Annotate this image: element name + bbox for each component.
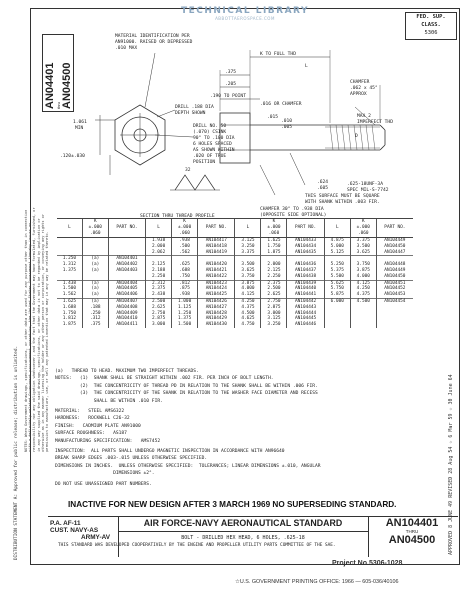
table-cell: 3.125 [261, 316, 287, 322]
label-624-2: .605 [317, 186, 329, 191]
table-cell: 6.000 [324, 298, 350, 304]
table-cell: .562 [172, 250, 198, 256]
table-cell: 3.625 [235, 268, 261, 274]
part-number-table-wrap [57, 218, 413, 328]
table-cell: AN104425 [198, 292, 235, 298]
note-line: SHALL BE WITHIN .010 FIR. [55, 398, 163, 404]
label-32: 32 [185, 168, 191, 173]
table-cell: .688 [172, 268, 198, 274]
side-notice-block: NOTES: When Government drawings, specifications, or other data are used for any purpose other than in connection with a definitely related Government procurement operation, the United States Government thereby incurs no responsibility nor any obligation whatsoever; and the fact that the Government may have formulated, furnished, or in any way supplied the said drawings, specifications, or other data is not to be regarded by implication or otherwise as in any manner licensing the holder or any other person or corporation, or conveying any rights or permission to manufacture, use, or sell any patented invention that may in any way be related thereto. [24, 207, 50, 452]
developed-note: THIS STANDARD WAS DEVELOPED COOPERATIVELY BY THE ENGINE AND PROPELLER UTILITY PARTS COMMITTEE OF THE SAE. [58, 543, 336, 548]
table-cell: 2.125 [146, 262, 172, 268]
table-cell: AN104441 [287, 292, 324, 298]
table-cell: AN104422 [198, 274, 235, 280]
label-375: .375 [225, 70, 237, 75]
table-header-k: K ±.000 .060 [82, 219, 108, 238]
table-header-l: L [146, 219, 172, 238]
table-cell: 4.500 [235, 311, 261, 317]
table-cell: 3.750 [235, 274, 261, 280]
table-cell: (a) [82, 292, 108, 298]
table-cell: .250 [82, 311, 108, 317]
watermark-sub: ABBOTTAEROSPACE.COM [215, 16, 275, 21]
table-cell: 4.250 [350, 286, 376, 292]
label-120: .120±.030 [60, 154, 85, 159]
table-cell: AN104402 [108, 262, 145, 268]
part-description: BOLT - DRILLED HEX HEAD, 6 HOLES, .625-18 [181, 535, 305, 541]
label-l: L [305, 64, 308, 69]
table-cell: 2.750 [146, 311, 172, 317]
table-cell: AN104423 [198, 280, 235, 286]
part-number-table [57, 218, 413, 328]
table-cell: 3.250 [261, 322, 287, 328]
table-cell: 3.375 [350, 238, 376, 244]
pa-line: P.A. AF-11 [50, 520, 81, 527]
table-cell: 5.500 [324, 274, 350, 280]
table-cell: 1.312 [62, 262, 76, 268]
label-drill50-3: 90° TO .100 DIA [193, 136, 235, 141]
label-010-2: .005 [281, 125, 293, 130]
table-cell: AN104433 [287, 238, 324, 244]
table-cell: AN104452 [376, 286, 413, 292]
table-cell: AN104443 [287, 305, 324, 311]
table-cell: AN104447 [376, 250, 413, 256]
table-cell: 5.250 [324, 262, 350, 268]
fed-supply-label: FED. SUP. CLASS. [416, 14, 446, 28]
inactive-notice: INACTIVE FOR NEW DESIGN AFTER 3 MARCH 1969 NO SUPERSEDING STANDARD. [68, 500, 397, 509]
label-surface-1: THIS SURFACE MUST BE SQUARE [305, 194, 380, 199]
table-cell: AN104424 [198, 286, 235, 292]
table-cell [324, 322, 350, 328]
table-row [57, 322, 413, 328]
table-cell: 3.500 [350, 244, 376, 250]
label-drill50-4: 6 HOLES SPACED [193, 142, 232, 147]
label-d: D [355, 134, 358, 139]
note-line: (2) THE CONCENTRICITY OF THREAD PD IN RELATION TO THE SHANK SHALL BE WITHIN .006 FIR. [55, 383, 318, 389]
table-cell: 5.125 [324, 250, 350, 256]
table-cell: AN104430 [198, 322, 235, 328]
note-line: BREAK SHARP EDGES .003-.015 UNLESS OTHERWISE SPECIFIED. [55, 456, 208, 462]
table-cell: 1.562 [62, 292, 76, 298]
thread-profile [175, 175, 215, 190]
label-drill-depth-1: DRILL .188 DIA [175, 105, 214, 110]
approval-revision-dates: APPROVED 8 JUNE 49 REVISED 28 Aug 54 ☆ 6 Mar 59 ☆ 30 June 64 [448, 374, 454, 555]
table-cell: 2.500 [146, 298, 172, 304]
note-line: FINISH: CADMIUM PLATE AN91000 [55, 423, 141, 429]
label-max2-2: IMPERFECT THD [357, 120, 393, 125]
label-thread-1: .625-18UNF-3A [347, 182, 383, 187]
label-surface-2: WITH SHANK WITHIN .003 FIR. [305, 200, 380, 205]
table-cell: (a) [82, 286, 108, 292]
watermark [175, 6, 315, 21]
table-cell: AN104438 [287, 274, 324, 280]
table-cell: .938 [172, 292, 198, 298]
table-cell: AN104427 [198, 305, 235, 311]
standard-title: AIR FORCE-NAVY AERONAUTICAL STANDARD [143, 518, 343, 528]
table-cell: 2.250 [261, 274, 287, 280]
project-number: Project No.5306-1028 [332, 560, 403, 567]
table-cell: 1.000 [172, 298, 198, 304]
note-line: NOTES: (1) SHANK SHALL BE STRAIGHT WITHIN .002 FIR. PER INCH OF BOLT LENGTH. [55, 376, 274, 382]
table-header-l: L [324, 219, 350, 238]
label-drill50-7: POSITION [193, 160, 216, 165]
label-material-id-3: .010 MAX [115, 46, 138, 51]
table-cell: 1.938 [146, 238, 172, 244]
table-cell: 2.500 [261, 286, 287, 292]
label-drill50-2: (.070) CSINK [193, 130, 227, 135]
table-header-l: L [57, 219, 82, 238]
table-cell: AN104435 [287, 250, 324, 256]
table-cell: AN104418 [198, 244, 235, 250]
table-cell: 1.250 [57, 256, 82, 262]
bolt-drawing [55, 25, 405, 220]
note-line: SURFACE ROUGHNESS: AS187 [55, 431, 127, 437]
table-cell: AN104429 [198, 316, 235, 322]
table-cell: 2.375 [146, 286, 172, 292]
table-cell: AN104437 [287, 268, 324, 274]
table-cell: 2.625 [261, 292, 287, 298]
table-header-k: K ±.000 .060 [261, 219, 287, 238]
table-cell: 5.875 [324, 292, 350, 298]
table-cell: 5.625 [324, 280, 350, 286]
label-016: .016 OR CHAMFER [260, 102, 302, 107]
label-1061-2: MIN [75, 126, 84, 131]
table-cell: 1.750 [261, 244, 287, 250]
table-cell: AN104401 [108, 256, 145, 262]
label-drill50-6: .020 OF TRUE [193, 154, 227, 159]
label-k-full-thd: K TO FULL THD [260, 52, 296, 57]
table-cell: 4.125 [235, 292, 261, 298]
table-cell: 4.250 [235, 298, 261, 304]
label-chamfer-bot-1: CHAMFER 30° TO .938 DIA [260, 207, 324, 212]
label-624-1: .624 [317, 180, 329, 185]
table-cell [376, 322, 413, 328]
table-cell: AN104426 [198, 298, 235, 304]
note-line: DIMENSIONS ±2°. [55, 471, 155, 477]
table-cell: AN104446 [287, 322, 324, 328]
note-line: (a) THREAD TO HEAD. MAXIMUM TWO IMPERFECT THREADS. [55, 369, 199, 374]
procuring-activity [50, 520, 118, 541]
table-cell: (a) [82, 280, 108, 286]
label-010-1: .010 [281, 119, 293, 124]
table-cell: 4.000 [350, 274, 376, 280]
note-line: DIMENSIONS IN INCHES. UNLESS OTHERWISE SPECIFIED: TOLERANCES; LINEAR DIMENSIONS ±.010, ANGULAR [55, 463, 321, 469]
table-cell: 2.000 [146, 244, 172, 250]
table-cell: 1.875 [62, 322, 76, 328]
doc-id-line1: AN04401 [44, 62, 56, 109]
table-cell: 3.000 [146, 322, 172, 328]
table-cell: AN104448 [376, 262, 413, 268]
label-drill50-5: AS SHOWN WITHIN [193, 148, 235, 153]
pn-first: AN104401 [385, 517, 439, 529]
label-190: .190 TO POINT [210, 94, 246, 99]
table-header-k: K ±.000 .060 [172, 219, 198, 238]
table-cell: .875 [172, 286, 198, 292]
table-cell: 4.375 [350, 292, 376, 298]
table-cell: AN104434 [287, 244, 324, 250]
table-cell: AN104421 [198, 268, 235, 274]
table-cell: 4.750 [235, 322, 261, 328]
table-cell: .938 [172, 238, 198, 244]
table-cell: .312 [82, 316, 108, 322]
label-material-id-1: MATERIAL IDENTIFICATION PER [115, 34, 190, 39]
table-cell: AN104439 [287, 280, 324, 286]
table-cell: 5.375 [324, 268, 350, 274]
notes-block [55, 368, 415, 488]
table-cell: 2.188 [146, 268, 172, 274]
table-cell: AN104453 [376, 292, 413, 298]
note-line: INSPECTION: ALL PARTS SHALL UNDERGO MAGNETIC INSPECTION IN ACCORDANCE WITH AN96640 [55, 449, 285, 455]
gpo-imprint: ☆U.S. GOVERNMENT PRINTING OFFICE: 1966 — 605-036/40106 [235, 579, 399, 585]
table-cell: 3.875 [235, 280, 261, 286]
table-cell: 2.000 [261, 262, 287, 268]
table-cell: (a) [82, 298, 108, 304]
table-cell: 1.500 [62, 286, 76, 292]
table-cell: AN104449 [376, 268, 413, 274]
label-205: .205 [225, 82, 237, 87]
table-cell: .750 [172, 274, 198, 280]
table-cell: 1.625 [57, 298, 82, 304]
table-cell: AN104436 [287, 262, 324, 268]
table-cell: 3.250 [235, 244, 261, 250]
table-cell: AN104428 [198, 311, 235, 317]
table-cell: 1.750 [62, 310, 76, 316]
table-cell: 2.375 [261, 280, 287, 286]
table-cell: AN104417 [198, 238, 235, 244]
table-cell: 1.250 [172, 311, 198, 317]
table-cell: AN104407 [108, 298, 145, 304]
fed-supply-value: 5306 [424, 30, 438, 36]
table-cell: 1.812 [62, 316, 76, 322]
note-line: HARDNESS: ROCKWELL C26-32 [55, 416, 130, 422]
table-cell: 3.125 [235, 238, 261, 244]
table-cell: AN104444 [287, 311, 324, 317]
note-line: MANUFACTURING SPECIFICATION: AMS7452 [55, 438, 161, 444]
table-cell: AN104406 [108, 292, 145, 298]
table-cell: 3.625 [350, 250, 376, 256]
note-line: (3) THE CONCENTRICITY OF THE SHANK IN RELATION TO THE WASHER FACE DIAMETER AND RECESS [55, 391, 318, 397]
table-cell: 5.750 [324, 286, 350, 292]
table-cell: 1.375 [62, 267, 76, 273]
pn-last: AN04500 [388, 534, 436, 546]
table-cell: AN104454 [376, 298, 413, 304]
table-cell: 1.500 [172, 322, 198, 328]
table-cell: 1.875 [261, 250, 287, 256]
table-cell: 4.500 [350, 298, 376, 304]
table-header-row [57, 219, 413, 238]
table-cell: 2.875 [146, 316, 172, 322]
label-chamfer-bot-2: (OPPOSITE SIDE OPTIONAL) [260, 213, 327, 218]
table-cell: 1.375 [172, 316, 198, 322]
table-cell: 4.000 [235, 286, 261, 292]
note-line: DO NOT USE UNASSIGNED PART NUMBERS. [55, 481, 152, 487]
table-cell: .625 [172, 262, 198, 268]
label-chamfer-2: .062 x 45° [350, 86, 378, 91]
table-cell: 3.000 [261, 311, 287, 317]
table-cell: AN104440 [287, 286, 324, 292]
distribution-statement: DISTRIBUTION STATEMENT A: Approved for public release; distribution is unlimited. [14, 345, 19, 560]
label-drill-depth-2: DEPTH SHOWN [175, 111, 206, 116]
table-header-k: K ±.000 .060 [350, 219, 376, 238]
watermark-title: TECHNICAL LIBRARY [180, 6, 310, 16]
table-cell: .375 [82, 322, 108, 328]
table-cell: AN104408 [108, 305, 145, 311]
label-1061-1: 1.061 [73, 120, 87, 125]
table-cell: 1.125 [172, 305, 198, 311]
table-cell: 4.625 [235, 316, 261, 322]
table-header-pn: PART NO. [287, 219, 324, 238]
pn-thru: THRU [405, 529, 419, 534]
table-cell: 3.375 [235, 250, 261, 256]
table-cell: (a) [82, 256, 108, 262]
table-cell: AN104420 [198, 262, 235, 268]
table-cell: .500 [172, 244, 198, 250]
label-chamfer-3: APPROX [350, 92, 367, 97]
table-cell: AN104411 [108, 322, 145, 328]
table-cell: 4.375 [235, 305, 261, 311]
table-cell: (a) [82, 268, 108, 274]
table-cell: 2.312 [146, 280, 172, 286]
table-cell [350, 322, 376, 328]
table-cell: 4.875 [324, 238, 350, 244]
table-cell: AN104404 [108, 280, 145, 286]
table-cell: (a) [82, 262, 108, 268]
table-cell: 2.125 [261, 268, 287, 274]
label-thread-2: SPEC MIL-S-7742 [347, 188, 389, 193]
army-line: ARMY-AV [81, 534, 110, 541]
table-body [57, 238, 413, 328]
table-header-l: L [235, 219, 261, 238]
doc-id-thru: thru [56, 102, 61, 109]
note-line: MATERIAL: STEEL AMS6322 [55, 409, 125, 415]
table-cell: AN104410 [108, 316, 145, 322]
table-cell: 2.250 [146, 274, 172, 280]
label-max2-1: MAX 2 [357, 114, 371, 119]
table-cell: 5.000 [324, 244, 350, 250]
title-part-numbers [368, 517, 456, 546]
table-cell: 1.438 [57, 280, 82, 286]
table-cell: AN104449 [376, 238, 413, 244]
table-cell: AN104419 [198, 250, 235, 256]
table-cell: 3.750 [350, 262, 376, 268]
label-material-id-2: AN91000. RAISED OR DEPRESSED [115, 40, 193, 45]
table-cell: AN104442 [287, 298, 324, 304]
cust-line: CUST. NAVY-AS [50, 527, 99, 534]
table-header-pn: PART NO. [198, 219, 235, 238]
fed-supply-class-box [405, 12, 457, 40]
table-cell: 3.875 [350, 268, 376, 274]
table-cell: 1.688 [62, 304, 76, 310]
table-cell: 1.625 [261, 238, 287, 244]
table-cell: AN104405 [108, 286, 145, 292]
table-cell: 2.750 [261, 298, 287, 304]
label-015: .015 [267, 115, 279, 120]
table-header-pn: PART NO. [108, 219, 145, 238]
label-chamfer-1: CHAMFER [350, 80, 370, 85]
label-drill50-1: DRILL NO. 50 [193, 124, 227, 129]
table-cell: 4.125 [350, 280, 376, 286]
table-cell: 3.500 [235, 262, 261, 268]
table-cell: .812 [172, 280, 198, 286]
doc-id-line2: AN04500 [61, 62, 73, 109]
table-cell: AN104445 [287, 316, 324, 322]
table-cell: 2.062 [146, 250, 172, 256]
table-cell: AN104403 [108, 268, 145, 274]
table-cell: AN104450 [376, 274, 413, 280]
table-cell: 2.875 [261, 305, 287, 311]
table-cell: AN104450 [376, 244, 413, 250]
table-header-pn: PART NO. [376, 219, 413, 238]
label-section-title: SECTION THRU THREAD PROFILE [140, 214, 215, 219]
table-cell: 2.625 [146, 305, 172, 311]
table-cell: AN104451 [376, 280, 413, 286]
table-cell: AN104409 [108, 311, 145, 317]
table-cell: .188 [82, 305, 108, 311]
table-cell: 2.438 [146, 292, 172, 298]
